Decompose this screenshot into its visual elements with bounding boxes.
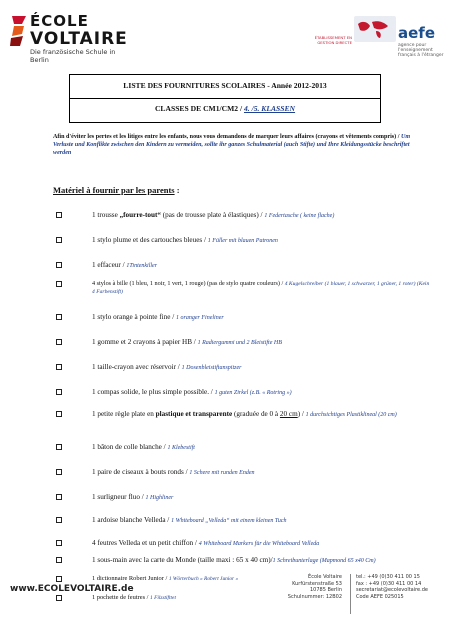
item-text-de: 1 oranger Fineliner (176, 315, 224, 321)
item-text-fr-cont: (pas de trousse plate à élastiques) / (160, 211, 265, 219)
item-text-underlined: 20 cm (279, 410, 298, 418)
checkbox-icon (56, 281, 62, 287)
item-text-fr: 1 compas solide, le plus simple possible. / (92, 388, 215, 396)
ecole-voltaire-logo (8, 12, 128, 62)
item-text-fr: 1 stylo plume et des cartouches bleues / (92, 236, 208, 244)
item-text-fr: 4 stylos à bille (1 bleu, 1 noir, 1 vert, 1 rouge) (pas de stylo quatre couleurs) / (92, 280, 285, 287)
item-text-fr: 1 bâton de colle blanche / (92, 443, 168, 451)
item-text-fr: 4 feutres Velleda et un petit chiffon / (92, 539, 199, 547)
item-text-fr: 1 dictionnaire Robert Junior / (92, 575, 169, 582)
checkbox-icon (56, 314, 62, 320)
intro-paragraph (53, 133, 413, 157)
section-heading-suffix: : (174, 185, 180, 195)
item-text-fr: 1 sous-main avec la carte du Monde (taille maxi : 65 x 40 cm)/ (92, 556, 273, 564)
checkbox-icon (56, 364, 62, 370)
checkbox-icon (56, 339, 62, 345)
item-text-fr: 1 surligneur fluo / (92, 493, 146, 501)
class-title-de: 4. /5. KLASSEN (243, 104, 296, 113)
footer-fax: fax : +49 (0)30 411 00 14 (356, 580, 422, 587)
checkbox-icon (56, 212, 62, 218)
footer-addr-street: Kurfürstenstraße 53 (292, 580, 342, 587)
footer-code: Code AEFE 025015 (356, 593, 404, 600)
footer-addr-city: 10785 Berlin (309, 587, 342, 594)
checkbox-icon (56, 494, 62, 500)
item-text-fr: 1 paire de ciseaux à bouts ronds / (92, 468, 190, 476)
logo-line1: ÉCOLE (30, 12, 89, 30)
item-text-bold: „fourre-tout“ (119, 211, 161, 219)
title-divider (70, 98, 380, 99)
item-text-fr-end: ) / (297, 410, 306, 418)
item-text-de: 1 guten Zirkel (z.B. « Rotring ») (214, 390, 292, 396)
item-text-de: 4 Whiteboard Markers für die Whiteboard Velleda (198, 541, 320, 547)
item-text-fr: 1 effaceur / (92, 261, 127, 269)
checkbox-icon (56, 576, 62, 582)
class-title-fr: CLASSES DE CM1/CM2 / (154, 104, 244, 113)
intro-de: Um Verluste und Konflikte zwischen den Kindern zu vermeiden, sollte ihr ganzes Schulmaterial (auch Stifte) und Ihre Kleidungsstücke beschriftet werden (53, 134, 411, 156)
logo-line2: VOLTAIRE (30, 29, 128, 49)
item-text-de: 1 Wörterbuch « Robert Junior » (168, 576, 239, 582)
world-map-icon (354, 16, 396, 42)
item-text-de: 1 Highliner (145, 495, 174, 501)
document-title: LISTE DES FOURNITURES SCOLAIRES - Année 2012-2013 (123, 81, 327, 90)
section-heading (53, 185, 180, 195)
item-text-de: 1 Schere mit runden Enden (189, 470, 255, 476)
class-title (70, 104, 380, 113)
checkbox-icon (56, 517, 62, 523)
item-text-de: 4 Kugelschreiber (1 blauer, 1 schwarzer, 1 grüner, 1 roter) (Kein 4 Farbenstift) (92, 281, 430, 295)
checkbox-icon (56, 411, 62, 417)
item-text-de: 1 Dosenbleistiftanspitzer (181, 365, 242, 371)
logo-subtitle: Die französische Schule in Berlin (30, 48, 116, 64)
item-text-de: 1 Federtasche ( keine flache) (264, 213, 335, 219)
item-text-de: 1 Whiteboard „Velleda“ mit einem kleinen Tuch (171, 518, 287, 524)
item-text-fr: 1 pochette de feutres / (92, 594, 151, 601)
item-text-de: 1 Schreibunterlage (Mapmond 65 x40 Cm) (272, 558, 376, 564)
footer-divider (350, 574, 351, 614)
checkbox-icon (56, 469, 62, 475)
item-text-de: 1 Filzstifttet (150, 595, 176, 601)
checkbox-icon (56, 237, 62, 243)
item-text-bold: plastique et transparente (155, 410, 233, 418)
footer-addr-name: École Voltaire (308, 574, 342, 580)
footer-tel: tel.: +49 (0)30 411 00 15 (356, 574, 420, 580)
item-text-de: 1 Klebestift (167, 445, 195, 451)
item-text-fr: 1 trousse (92, 211, 120, 219)
item-text-de: 1 Radiergummi und 2 Bleistifte HB (197, 340, 282, 346)
intro-fr: Afin d'éviter les pertes et les litiges entre les enfants, nous vous demandons de marquer leurs affaires (crayons et vêtements compris) / (53, 134, 401, 140)
checkbox-icon (56, 444, 62, 450)
title-box (69, 74, 381, 123)
item-text-de: 1Tintenkiller (126, 263, 158, 269)
item-text-fr: 1 ardoise blanche Velleda / (92, 516, 172, 524)
checkbox-icon (56, 389, 62, 395)
footer-contact (356, 574, 448, 600)
aefe-wordmark: aefe (398, 24, 435, 42)
item-text-de: 1 durchsichtiges Plastiklineal (20 cm) (305, 412, 397, 418)
checkbox-icon (56, 595, 62, 601)
item-text-fr: 1 taille-crayon avec réservoir / (92, 363, 182, 371)
item-text-fr: 1 gomme et 2 crayons à papier HB / (92, 338, 198, 346)
footer-addr-number: Schulnummer: 12B02 (287, 593, 342, 600)
aefe-badge: ÉTABLISSEMENT EN GESTION DIRECTE (314, 35, 352, 45)
checkbox-icon (56, 557, 62, 563)
footer-address (276, 574, 342, 600)
footer-website: www.ECOLEVOLTAIRE.de (10, 584, 134, 594)
item-text-fr-cont: (graduée de 0 à (232, 410, 280, 418)
item-text-fr: 1 stylo orange à pointe fine / (92, 313, 177, 321)
logo-mark-icon (8, 14, 30, 48)
checkbox-icon (56, 262, 62, 268)
item-text-de: 1 Füller mit blauen Patronen (207, 238, 278, 244)
section-heading-label: Matériel à fournir par les parents (53, 185, 175, 195)
checkbox-icon (56, 540, 62, 546)
footer-email: secretariat@ecolevoltaire.de (356, 587, 428, 594)
aefe-subtitle: agence pour l'enseignement français à l'étranger (398, 43, 444, 58)
aefe-logo (314, 10, 448, 68)
item-text-fr: 1 petite règle plate en (92, 410, 156, 418)
